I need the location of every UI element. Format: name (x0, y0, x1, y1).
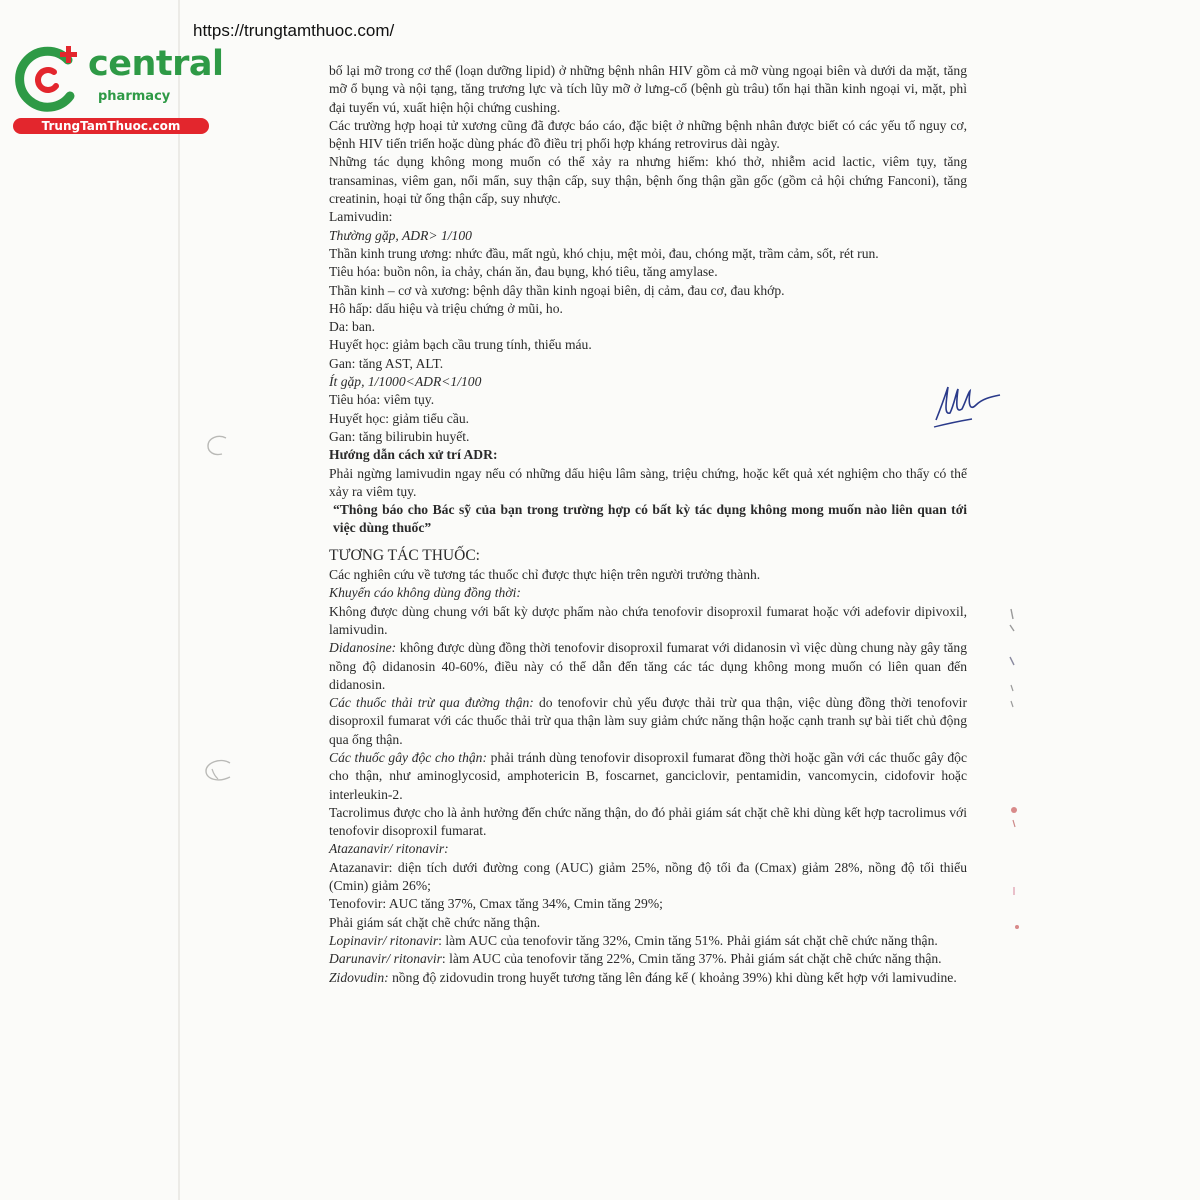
interaction-item (329, 639, 967, 694)
paragraph: Những tác dụng không mong muốn có thể xảy ra nhưng hiếm: khó thở, nhiễm acid lactic, viêm tụy, tăng transaminas, viêm gan, nổi mẩn, suy thận cấp, suy thận, bệnh ống thận gần gốc (gồm cả hội chứng Fanconi), tăng creatinin, hoại tử ống thận cấp, suy nhược. (329, 154, 967, 207)
drug-text: : làm AUC của tenofovir tăng 22%, Cmin tăng 37%. Phải giám sát chặt chẽ chức năng thận. (441, 951, 942, 967)
paragraph: Atazanavir: diện tích dưới đường cong (AUC) giảm 25%, nồng độ tối đa (Cmax) giảm 28%, nồng độ tối thiểu (Cmin) giảm 26%; (329, 859, 967, 894)
frequency-rare: Ít gặp, 1/1000<ADR<1/100 (329, 374, 482, 390)
section-label: Lamivudin: (329, 209, 393, 225)
interaction-item (329, 932, 967, 950)
logo-c-icon (10, 38, 90, 118)
drug-label: Các thuốc thải trừ qua đường thận: (329, 695, 534, 711)
drug-label: Darunavir/ ritonavir (329, 951, 442, 967)
adverse-effect: Tiêu hóa: buồn nôn, ỉa chảy, chán ăn, đau bụng, khó tiêu, tăng amylase. (329, 264, 718, 280)
paragraph: Các nghiên cứu về tương tác thuốc chỉ được thực hiện trên người trưởng thành. (329, 567, 761, 583)
drug-label: Atazanavir/ ritonavir: (329, 841, 449, 857)
adverse-effect: Da: ban. (329, 319, 376, 335)
adverse-effect: Huyết học: giảm tiểu cầu. (329, 410, 470, 426)
paragraph: Tacrolimus được cho là ảnh hưởng đến chức năng thận, do đó phải giám sát chặt chẽ khi dùng kết hợp tacrolimus với tenofovir disoproxil fumarat. (329, 804, 967, 839)
adr-instructions: Phải ngừng lamivudin ngay nếu có những dấu hiệu lâm sàng, triệu chứng, hoặc kết quả xét nghiệm cho thấy có thể xảy ra viêm tụy. (329, 465, 967, 499)
doctor-notice: “Thông báo cho Bác sỹ của bạn trong trường hợp có bất kỳ tác dụng không mong muốn nào liên quan tới việc dùng thuốc” (333, 502, 967, 536)
source-url[interactable]: https://trungtamthuoc.com/ (193, 21, 395, 40)
recommendation-label: Khuyến cáo không dùng đồng thời: (329, 585, 521, 601)
adverse-effect: Tiêu hóa: viêm tụy. (329, 392, 435, 408)
adverse-effect: Gan: tăng bilirubin huyết. (329, 428, 470, 444)
adverse-effect: Huyết học: giảm bạch cầu trung tính, thiếu máu. (329, 337, 592, 353)
logo-subtitle: pharmacy (98, 89, 171, 104)
paragraph: Không được dùng chung với bất kỳ dược phẩm nào chứa tenofovir disoproxil fumarat hoặc với adefovir dipivoxil, lamivudin. (329, 603, 967, 637)
drug-text: : làm AUC của tenofovir tăng 32%, Cmin tăng 51%. Phải giám sát chặt chẽ chức năng thận. (438, 932, 938, 948)
interactions-heading: TƯƠNG TÁC THUỐC: (329, 546, 480, 564)
drug-label: Zidovudin: (329, 969, 389, 985)
adr-heading: Hướng dẫn cách xử trí ADR: (329, 447, 498, 463)
drug-text: phải tránh dùng tenofovir disoproxil fumarat đồng thời hoặc gần với các thuốc gây độc cho thận, như aminoglycosid, amphotericin B, foscarnet, ganciclovir, pentamidin, vancomycin, cidofovir hoặc interleukin-2. (329, 749, 967, 802)
paragraph: Tenofovir: AUC tăng 37%, Cmax tăng 34%, Cmin tăng 29%; (329, 896, 663, 912)
drug-label: Lopinavir/ ritonavir (329, 932, 439, 948)
punch-hole-mark-icon (200, 430, 234, 460)
drug-text: không được dùng đồng thời tenofovir disoproxil fumarat với didanosin vì việc dùng chung này gây tăng nồng độ didanosin 40-60%, điều này có thể dẫn đến tăng các tác dụng không mong muốn có liên quan đến didanosin. (329, 640, 967, 692)
paragraph: bố lại mỡ trong cơ thể (loạn dưỡng lipid) ở những bệnh nhân HIV gồm cả mỡ vùng ngoại biên và dưới da mặt, tăng mỡ ổ bụng và nội tạng, tăng trương lực và tích lũy mỡ ở lưng-cổ (bệnh gù trâu) tổn hại thần kinh ngoại vi, mặt, phì đại tuyến vú, xuất hiện hội chứng cushing. (329, 63, 967, 115)
pharmacy-logo[interactable] (10, 38, 224, 138)
interaction-item (329, 694, 967, 749)
adverse-effect: Thần kinh – cơ và xương: bệnh dây thần kinh ngoại biên, dị cảm, đau cơ, đau khớp. (329, 282, 785, 298)
punch-hole-mark-icon (200, 755, 240, 785)
logo-brand: central (88, 44, 224, 84)
adverse-effect: Thần kinh trung ương: nhức đầu, mất ngủ, khó chịu, mệt mỏi, đau, chóng mặt, trầm cảm, sốt, rét run. (329, 245, 879, 261)
paragraph: Các trường hợp hoại tử xương cũng đã được báo cáo, đặc biệt ở những bệnh nhân được biết có các yếu tố nguy cơ, bệnh HIV tiến triển hoặc dùng phác đồ điều trị phối hợp kháng retrovirus dài ngày. (329, 117, 967, 152)
drug-label: Didanosine: (329, 640, 397, 656)
paragraph: Phải giám sát chặt chẽ chức năng thận. (329, 914, 541, 930)
drug-text: do tenofovir chủ yếu được thải trừ qua thận, việc dùng đồng thời tenofovir disoproxil fumarat với các thuốc thải trừ qua thận làm suy giảm chức năng thận hoặc cạnh tranh sự bài tiết chủ động qua ống thận. (329, 695, 967, 747)
logo-badge: TrungTamThuoc.com (13, 118, 209, 134)
signature-icon (930, 375, 1010, 435)
drug-label: Các thuốc gây độc cho thận: (329, 749, 487, 765)
interaction-item (329, 950, 967, 968)
adverse-effect: Hô hấp: dấu hiệu và triệu chứng ở mũi, ho. (329, 300, 563, 316)
drug-text: nồng độ zidovudin trong huyết tương tăng lên đáng kể ( khoảng 39%) khi dùng kết hợp với lamivudine. (388, 969, 957, 985)
page-edge (178, 0, 180, 1200)
document-body (329, 62, 967, 987)
interaction-item (329, 749, 967, 804)
interaction-item (329, 969, 967, 987)
frequency-common: Thường gặp, ADR> 1/100 (329, 227, 472, 243)
adverse-effect: Gan: tăng AST, ALT. (329, 355, 444, 371)
margin-marks-icon (1005, 605, 1025, 935)
